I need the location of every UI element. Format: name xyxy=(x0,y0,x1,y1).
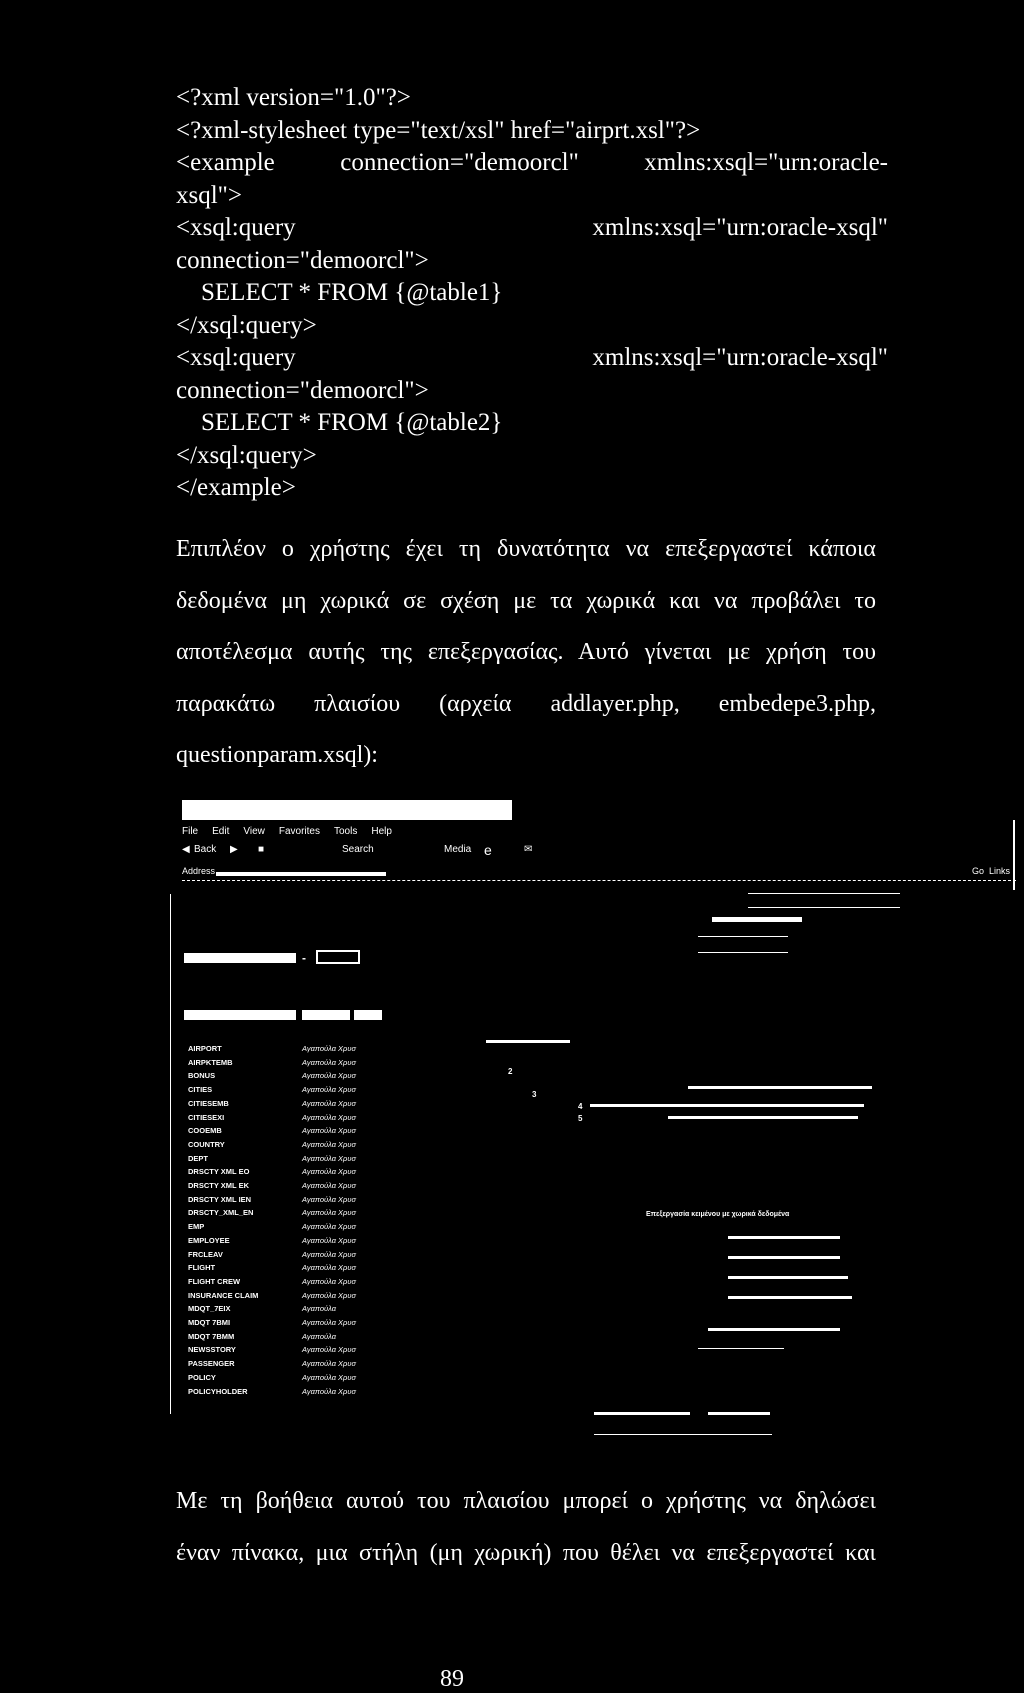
table-row: COUNTRY xyxy=(188,1139,225,1149)
table-row: DRSCTY XML EO xyxy=(188,1167,250,1177)
table-row: FLIGHT CREW xyxy=(188,1276,241,1286)
search-label: Search xyxy=(342,844,374,855)
menu-item-favorites: Favorites xyxy=(278,826,320,837)
table-row: EMPLOYEE xyxy=(188,1235,230,1245)
rule xyxy=(748,893,900,894)
forward-icon: ▶ xyxy=(230,844,238,855)
header-bar xyxy=(302,1010,350,1020)
table-row: CITIES xyxy=(188,1085,213,1095)
code-line xyxy=(176,212,888,245)
page-number: 89 xyxy=(440,1666,464,1692)
paragraph-line: αποτέλεσμα αυτής της επεξεργασίας. Αυτό γίνεται με χρήση του xyxy=(176,639,876,665)
links-label: Links xyxy=(988,866,1010,876)
table-row: Αγαπούλα Χρυσ xyxy=(302,1276,356,1286)
text-blob xyxy=(590,1104,864,1107)
body-paragraph xyxy=(176,524,876,782)
menu-item-file: File xyxy=(182,826,199,837)
table-row: FRCLEAV xyxy=(188,1249,223,1259)
field-bar xyxy=(708,1328,840,1331)
field-bar xyxy=(728,1256,840,1259)
rule xyxy=(594,1434,772,1435)
table-row: Αγαπούλα Χρυσ xyxy=(302,1112,356,1122)
select-box xyxy=(184,953,296,963)
table-row: Αγαπούλα Χρυσ xyxy=(302,1290,356,1300)
table-row: COOEMB xyxy=(188,1126,222,1136)
table-row: Αγαπούλα Χρυσ xyxy=(302,1071,356,1081)
code-line: <?xml-stylesheet type="text/xsl" href="airprt.xsl"?> xyxy=(176,116,701,144)
code-token: <xsql:query xyxy=(176,344,296,371)
menu-item-tools: Tools xyxy=(333,826,358,837)
table-row: DRSCTY XML IEN xyxy=(188,1194,252,1204)
paragraph-line: Επιπλέον ο χρήστης έχει τη δυνατότητα να επεξεργαστεί κάποια xyxy=(176,536,876,562)
media-label: Media xyxy=(444,844,472,855)
ie-icon: e xyxy=(484,842,492,858)
address-value xyxy=(216,872,386,876)
code-token: <example xyxy=(176,149,275,176)
label-blob xyxy=(486,1040,570,1043)
table-row: MDQT 7BMI xyxy=(188,1318,231,1328)
table-row: Αγαπούλα Χρυσ xyxy=(302,1222,356,1232)
owners-column xyxy=(302,1042,356,1398)
table-row: DRSCTY XML EK xyxy=(188,1181,249,1191)
table-row: Αγαπούλα Χρυσ xyxy=(302,1249,356,1259)
rule xyxy=(698,952,788,953)
menu-item-edit: Edit xyxy=(212,826,230,837)
table-row: DRSCTY_XML_EN xyxy=(188,1208,254,1218)
header-bar xyxy=(354,1010,382,1020)
text-blob xyxy=(668,1116,858,1119)
table-row: Αγαπούλα Χρυσ xyxy=(302,1208,356,1218)
table-row: Αγαπούλα Χρυσ xyxy=(302,1194,356,1204)
address-bar xyxy=(182,866,1016,881)
menu-item-help: Help xyxy=(371,826,392,837)
table-row: POLICY xyxy=(188,1372,216,1382)
menu-item-view: View xyxy=(243,826,265,837)
input-box xyxy=(316,950,360,964)
stop-icon: ■ xyxy=(258,844,265,855)
table-row: INSURANCE CLAIM xyxy=(188,1290,259,1300)
table-names-column xyxy=(188,1042,258,1398)
code-token: xmlns:xsql="urn:oracle- xyxy=(644,149,888,176)
table-row: MDQT 7BMM xyxy=(188,1331,235,1341)
table-row: Αγαπούλα Χρυσ xyxy=(302,1181,356,1191)
table-row: Αγαπούλα Χρυσ xyxy=(302,1167,356,1177)
code-token: connection="demoorcl" xyxy=(340,149,579,176)
row-number: 3 xyxy=(532,1090,537,1099)
rule xyxy=(698,936,788,937)
table-row: Αγαπούλα Χρυσ xyxy=(302,1359,356,1369)
table-row: BONUS xyxy=(188,1071,216,1081)
table-row: Αγαπούλα Χρυσ xyxy=(302,1386,356,1396)
table-row: NEWSSTORY xyxy=(188,1345,236,1355)
table-row: Αγαπούλα Χρυσ xyxy=(302,1372,356,1382)
table-row: Αγαπούλα Χρυσ xyxy=(302,1153,356,1163)
body-paragraph xyxy=(176,1476,876,1579)
paragraph-line: δεδομένα μη χωρικά σε σχέση με τα χωρικά και να προβάλει το xyxy=(176,587,876,614)
row-number: 4 xyxy=(578,1102,583,1111)
table-row: AIRPKTEMB xyxy=(188,1057,233,1067)
table-row: Αγαπούλα Χρυσ xyxy=(302,1235,356,1245)
row-number: 5 xyxy=(578,1114,583,1123)
field-bar xyxy=(728,1296,852,1299)
window-edge xyxy=(1013,820,1015,890)
table-row: FLIGHT xyxy=(188,1263,216,1273)
table-row: PASSENGER xyxy=(188,1359,235,1369)
field-bar xyxy=(728,1236,840,1239)
paragraph-line: έναν πίνακα, μια στήλη (μη χωρική) που θέλει να επεξεργαστεί και xyxy=(176,1539,876,1566)
paragraph-line: Με τη βοήθεια αυτού του πλαισίου μπορεί ο χρήστης να δηλώσει xyxy=(176,1488,876,1514)
code-line: connection="demoorcl"> xyxy=(176,376,429,404)
code-line xyxy=(176,342,888,375)
rule xyxy=(698,1348,784,1349)
xml-code-block xyxy=(176,82,888,505)
code-token: xmlns:xsql="urn:oracle-xsql" xyxy=(592,344,888,371)
button-blob xyxy=(708,1412,770,1415)
window-title-bar xyxy=(182,800,512,820)
table-row: POLICYHOLDER xyxy=(188,1386,248,1396)
code-line: SELECT * FROM {@table1} xyxy=(176,279,503,306)
table-row: Αγαπούλα Χρυσ xyxy=(302,1318,356,1328)
row-number: 2 xyxy=(508,1067,513,1076)
table-row: EMP xyxy=(188,1222,205,1232)
code-token: xmlns:xsql="urn:oracle-xsql" xyxy=(592,214,888,241)
paragraph-line: παρακάτω πλαισίου (αρχεία addlayer.php, embedepe3.php, xyxy=(176,690,876,717)
table-row: Αγαπούλα xyxy=(302,1331,336,1341)
code-line: <?xml version="1.0"?> xyxy=(176,84,411,111)
table-row: Αγαπούλα Χρυσ xyxy=(302,1126,356,1136)
go-label: Go xyxy=(971,866,984,876)
table-row: Αγαπούλα Χρυσ xyxy=(302,1044,356,1053)
table-row: CITIESEXI xyxy=(188,1112,225,1122)
mail-icon: ✉ xyxy=(524,844,533,855)
table-row: DEPT xyxy=(188,1153,209,1163)
back-icon: ◀ xyxy=(182,844,190,855)
table-row: MDQT_7EIX xyxy=(188,1304,231,1314)
table-row: CITIESEMB xyxy=(188,1098,229,1108)
paragraph-line: questionparam.xsql): xyxy=(176,742,378,768)
heading-blob xyxy=(712,917,802,922)
go-links xyxy=(972,866,1010,876)
code-line: </xsql:query> xyxy=(176,441,317,469)
right-heading: Επεξεργασία κειμένου με χωρικά δεδομένα xyxy=(646,1211,790,1218)
code-line: </xsql:query> xyxy=(176,311,317,339)
text-blob xyxy=(688,1086,872,1089)
table-row: Αγαπούλα Χρυσ xyxy=(302,1263,356,1273)
rule xyxy=(748,907,900,908)
code-line: SELECT * FROM {@table2} xyxy=(176,409,503,436)
button-blob xyxy=(594,1412,690,1415)
back-label: Back xyxy=(194,844,217,855)
code-line: connection="demoorcl"> xyxy=(176,246,429,274)
table-row: AIRPORT xyxy=(188,1044,222,1053)
table-row: Αγαπούλα Χρυσ xyxy=(302,1098,356,1108)
dash: - xyxy=(302,951,306,965)
table-row: Αγαπούλα Χρυσ xyxy=(302,1139,356,1149)
header-bar xyxy=(184,1010,296,1020)
table-row: Αγαπούλα xyxy=(302,1304,336,1314)
address-label: Address xyxy=(182,866,216,876)
frame-left-edge xyxy=(170,894,171,1414)
table-row: Αγαπούλα Χρυσ xyxy=(302,1345,356,1355)
code-line xyxy=(176,147,888,180)
code-token: <xsql:query xyxy=(176,214,296,241)
table-row: Αγαπούλα Χρυσ xyxy=(302,1057,356,1067)
menu-bar xyxy=(182,826,392,837)
table-row: Αγαπούλα Χρυσ xyxy=(302,1085,356,1095)
code-line: </example> xyxy=(176,474,296,501)
field-bar xyxy=(728,1276,848,1279)
code-line: xsql"> xyxy=(176,181,242,209)
